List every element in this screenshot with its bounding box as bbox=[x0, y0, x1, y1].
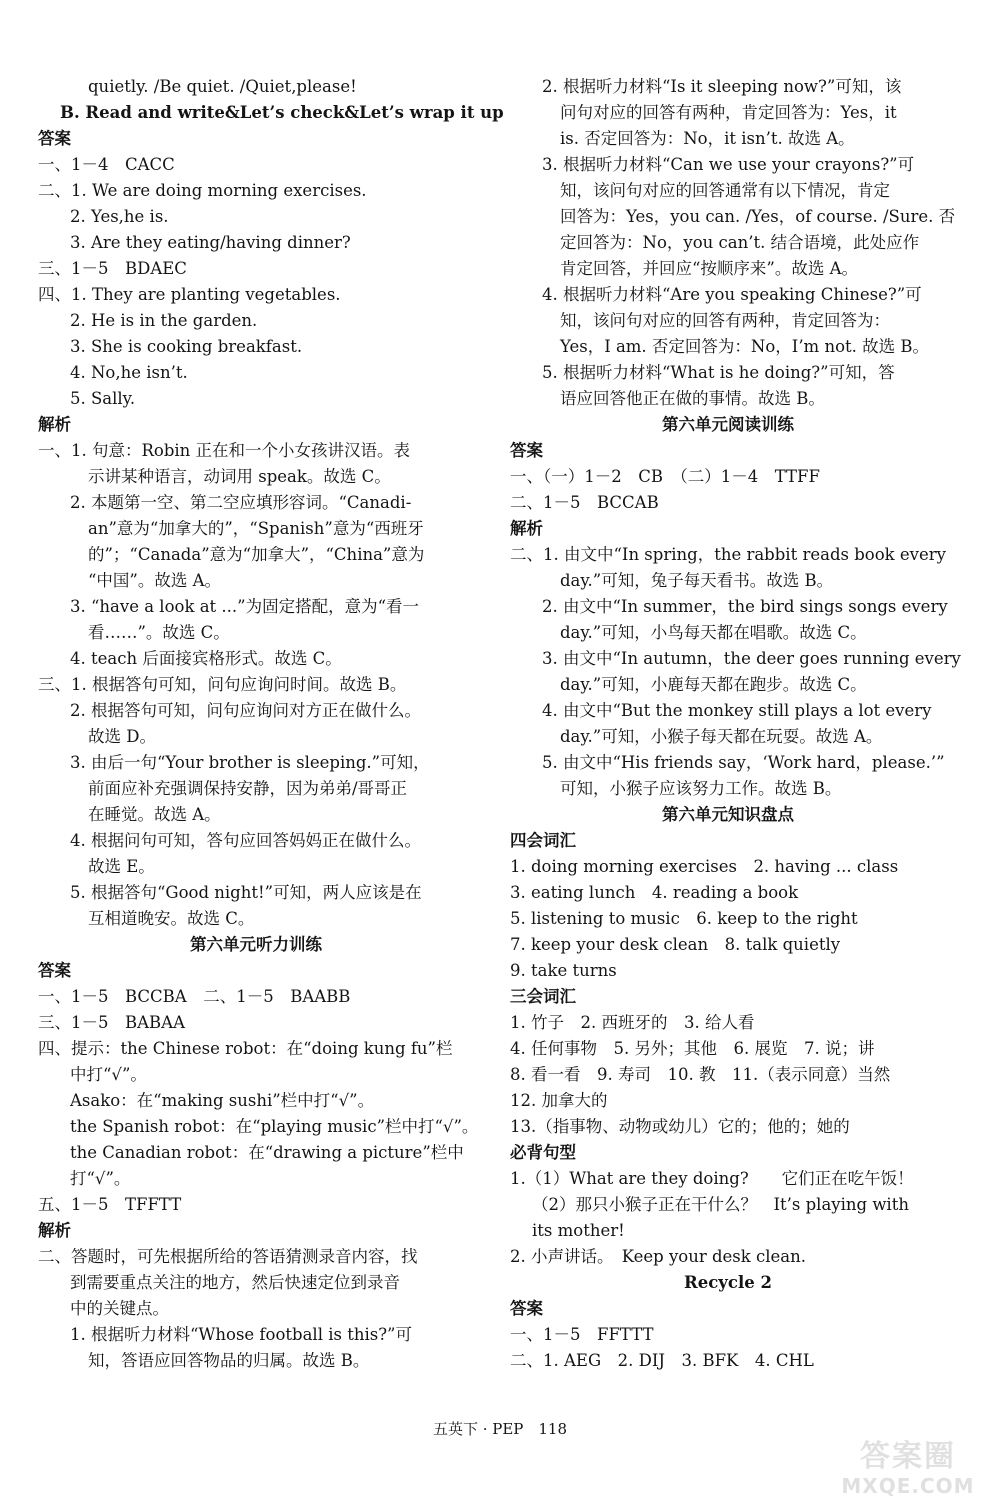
section-label: 答案 bbox=[510, 1299, 543, 1318]
text-line: 1. 竹子 2. 西班牙的 3. 给人看 bbox=[510, 1013, 755, 1032]
text-line: 2. 由文中“In summer，the bird sings songs every bbox=[542, 597, 948, 616]
section-label: 解析 bbox=[510, 519, 543, 538]
text-line: 定回答为：No，you can’t. 结合语境，此处应作 bbox=[560, 233, 920, 252]
text-line: is. 否定回答为：No，it isn’t. 故选 A。 bbox=[560, 129, 855, 148]
right-column bbox=[510, 74, 961, 1374]
text-line: 1. 根据听力材料“Whose football is this?”可 bbox=[70, 1325, 412, 1344]
text-line: day.”可知，小鸟每天都在唱歌。故选 C。 bbox=[560, 623, 867, 642]
text-line: 3. 由后一句“Your brother is sleeping.”可知， bbox=[70, 753, 430, 772]
text-line: 中打“√”。 bbox=[70, 1065, 147, 1084]
text-line: 1.（1）What are they doing? 它们正在吃午饭！ bbox=[510, 1169, 914, 1188]
text-line: 故选 D。 bbox=[88, 727, 156, 746]
text-line: Yes，I am. 否定回答为：No，I’m not. 故选 B。 bbox=[560, 337, 930, 356]
text-line: 四、1. They are planting vegetables. bbox=[38, 285, 341, 304]
text-line: 3. eating lunch 4. reading a book bbox=[510, 883, 799, 902]
text-line: day.”可知，小猴子每天都在玩耍。故选 A。 bbox=[560, 727, 883, 746]
text-line: 二、1. 由文中“In spring，the rabbit reads book every bbox=[510, 545, 946, 564]
text-line: 三、1－5 BABAA bbox=[38, 1013, 185, 1032]
text-line: 2. 根据听力材料“Is it sleeping now?”可知，该 bbox=[542, 77, 902, 96]
page-footer: 五英下 · PEP 118 bbox=[432, 1420, 568, 1438]
text-line: Asako：在“making sushi”栏中打“√”。 bbox=[70, 1091, 375, 1110]
text-line: 语应回答他正在做的事情。故选 B。 bbox=[560, 389, 825, 408]
left-column bbox=[38, 74, 504, 1374]
text-line: 一、1－5 BCCBA 二、1－5 BAABB bbox=[38, 987, 351, 1006]
watermark-url-text: MXQE.COM bbox=[841, 1474, 975, 1498]
text-line: （2）那只小猴子正在干什么？ It’s playing with bbox=[532, 1195, 909, 1214]
section-label: 答案 bbox=[38, 129, 71, 148]
text-line: 二、1. AEG 2. DIJ 3. BFK 4. CHL bbox=[510, 1351, 814, 1370]
text-line: quietly. /Be quiet. /Quiet,please! bbox=[88, 77, 357, 96]
text-line: 5. 根据听力材料“What is he doing?”可知，答 bbox=[542, 363, 895, 382]
text-line: 2. Yes,he is. bbox=[70, 207, 169, 226]
text-line: 二、1. We are doing morning exercises. bbox=[38, 181, 367, 200]
watermark-logo bbox=[828, 1440, 988, 1506]
text-line: 3. She is cooking breakfast. bbox=[70, 337, 303, 356]
text-line: 3. 由文中“In autumn，the deer goes running every bbox=[542, 649, 961, 668]
section-title: 第六单元听力训练 bbox=[190, 935, 322, 954]
text-line: 知，该问句对应的回答有两种，肯定回答为： bbox=[560, 311, 890, 330]
section-label: 答案 bbox=[510, 441, 543, 460]
section-title: 第六单元阅读训练 bbox=[662, 415, 794, 434]
text-line: 可知，小猴子应该努力工作。故选 B。 bbox=[560, 779, 842, 798]
text-line: 4. 根据听力材料“Are you speaking Chinese?”可 bbox=[542, 285, 922, 304]
text-line: 7. keep your desk clean 8. talk quietly bbox=[510, 935, 841, 954]
text-line: 三、1. 根据答句可知，问句应询问时间。故选 B。 bbox=[38, 675, 407, 694]
text-line: 在睡觉。故选 A。 bbox=[88, 805, 221, 824]
text-line: 5. Sally. bbox=[70, 389, 136, 408]
section-label: 四会词汇 bbox=[510, 831, 576, 850]
text-line: 3. Are they eating/having dinner? bbox=[70, 233, 351, 252]
section-label: 解析 bbox=[38, 415, 71, 434]
section-label: 三会词汇 bbox=[510, 987, 576, 1006]
text-line: 3. 根据听力材料“Can we use your crayons?”可 bbox=[542, 155, 915, 174]
text-line: day.”可知，兔子每天看书。故选 B。 bbox=[560, 571, 834, 590]
text-line: 4. teach 后面接宾格形式。故选 C。 bbox=[70, 649, 342, 668]
text-line: 一、1－4 CACC bbox=[38, 155, 175, 174]
text-line: 3. “have a look at ...”为固定搭配，意为“看一 bbox=[70, 597, 420, 616]
section-title: Recycle 2 bbox=[684, 1273, 772, 1292]
text-line: 中的关键点。 bbox=[70, 1299, 169, 1318]
text-line: 互相道晚安。故选 C。 bbox=[88, 909, 255, 928]
text-line: 看……”。故选 C。 bbox=[88, 623, 230, 642]
text-line: 2. 小声讲话。 Keep your desk clean. bbox=[510, 1247, 807, 1266]
text-line: 12. 加拿大的 bbox=[510, 1091, 608, 1110]
text-line: an”意为“加拿大的”，“Spanish”意为“西班牙 bbox=[88, 519, 424, 538]
part-heading: B. Read and write&Let’s check&Let’s wrap it up bbox=[60, 103, 504, 122]
text-line: 13.（指事物、动物或幼儿）它的；他的；她的 bbox=[510, 1117, 850, 1136]
text-line: 四、提示：the Chinese robot：在“doing kung fu”栏 bbox=[38, 1039, 453, 1058]
text-line: “中国”。故选 A。 bbox=[88, 571, 222, 590]
text-line: 知，该问句对应的回答通常有以下情况，肯定 bbox=[560, 181, 890, 200]
text-line: 到需要重点关注的地方，然后快速定位到录音 bbox=[70, 1273, 400, 1292]
text-line: day.”可知，小鹿每天都在跑步。故选 C。 bbox=[560, 675, 867, 694]
text-line: 打“√”。 bbox=[70, 1169, 131, 1188]
text-line: 知，答语应回答物品的归属。故选 B。 bbox=[88, 1351, 370, 1370]
text-line: 2. 根据答句可知，问句应询问对方正在做什么。 bbox=[70, 701, 421, 720]
text-line: its mother! bbox=[532, 1221, 625, 1240]
text-line: 2. He is in the garden. bbox=[70, 311, 258, 330]
text-line: 示讲某种语言，动词用 speak。故选 C。 bbox=[88, 467, 391, 486]
text-line: 故选 E。 bbox=[88, 857, 155, 876]
text-line: the Canadian robot：在“drawing a picture”栏中 bbox=[70, 1143, 464, 1162]
text-line: 二、1－5 BCCAB bbox=[510, 493, 659, 512]
text-line: 五、1－5 TFFTT bbox=[38, 1195, 182, 1214]
text-line: 4. 由文中“But the monkey still plays a lot every bbox=[542, 701, 932, 720]
text-line: 问句对应的回答有两种，肯定回答为：Yes，it bbox=[560, 103, 897, 122]
text-line: 回答为：Yes，you can. /Yes，of course. /Sure. 否 bbox=[560, 207, 956, 226]
text-line: 5. listening to music 6. keep to the right bbox=[510, 909, 858, 928]
section-label: 解析 bbox=[38, 1221, 71, 1240]
watermark-top-text: 答案圈 bbox=[860, 1439, 956, 1474]
text-line: 4. 任何事物 5. 另外；其他 6. 展览 7. 说；讲 bbox=[510, 1039, 875, 1058]
text-line: 的”；“Canada”意为“加拿大”，“China”意为 bbox=[88, 545, 425, 564]
text-line: 4. 根据问句可知，答句应回答妈妈正在做什么。 bbox=[70, 831, 421, 850]
text-line: 5. 由文中“His friends say，‘Work hard，please.’” bbox=[542, 753, 945, 772]
text-line: 二、答题时，可先根据所给的答语猜测录音内容，找 bbox=[38, 1247, 418, 1266]
text-line: 三、1－5 BDAEC bbox=[38, 259, 187, 278]
text-line: 1. doing morning exercises 2. having ... class bbox=[510, 857, 899, 876]
text-line: 2. 本题第一空、第二空应填形容词。“Canadi- bbox=[70, 493, 412, 512]
text-line: 9. take turns bbox=[510, 961, 617, 980]
text-line: 8. 看一看 9. 寿司 10. 教 11.（表示同意）当然 bbox=[510, 1065, 891, 1084]
section-title: 第六单元知识盘点 bbox=[662, 805, 794, 824]
text-line: 一、1. 句意：Robin 正在和一个小女孩讲汉语。表 bbox=[38, 441, 411, 460]
text-line: 5. 根据答句“Good night!”可知，两人应该是在 bbox=[70, 883, 422, 902]
section-label: 必背句型 bbox=[510, 1143, 576, 1162]
text-line: 一、（一）1－2 CB （二）1－4 TTFF bbox=[510, 467, 820, 486]
text-line: 肯定回答，并回应“按顺序来”。故选 A。 bbox=[560, 259, 859, 278]
text-line: the Spanish robot：在“playing music”栏中打“√”。 bbox=[70, 1117, 479, 1136]
text-line: 前面应补充强调保持安静，因为弟弟/哥哥正 bbox=[88, 779, 408, 798]
text-line: 4. No,he isn’t. bbox=[70, 363, 188, 382]
section-label: 答案 bbox=[38, 961, 71, 980]
text-line: 一、1－5 FFTTT bbox=[510, 1325, 654, 1344]
